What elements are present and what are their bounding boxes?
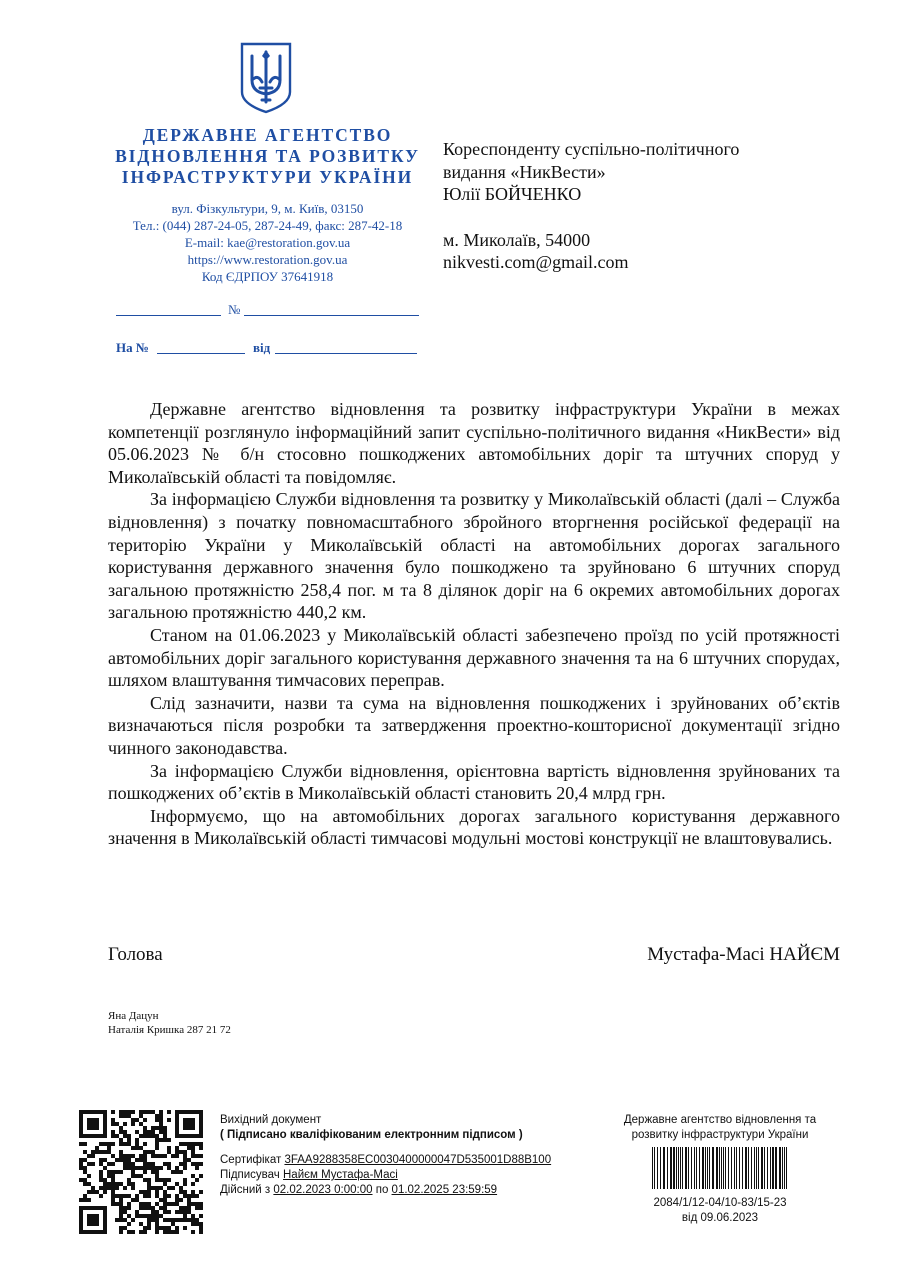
org-name-line: ДЕРЖАВНЕ АГЕНТСТВО — [142, 125, 393, 145]
executor-line: Наталія Кришка 287 21 72 — [108, 1023, 231, 1036]
org-name-line: ІНФРАСТРУКТУРИ УКРАЇНИ — [121, 167, 414, 187]
body-paragraph: Станом на 01.06.2023 у Миколаївській області забезпечено проїзд по усій протяжності автомобільних доріг загального користування державного значення та на 6 штучних спорудах, шляхом влаштування тимчасових переправ. — [108, 624, 840, 691]
registration-date: від 09.06.2023 — [681, 1212, 759, 1224]
certificate-row — [220, 1153, 551, 1168]
signer-name: Мустафа-Масі НАЙЄМ — [647, 944, 840, 965]
trident-icon — [240, 42, 292, 114]
barcode-icon — [650, 1147, 790, 1189]
org-website: https://www.restoration.gov.ua — [187, 252, 348, 267]
signed-note: ( Підписано кваліфікованим електронним підписом ) — [220, 1129, 523, 1141]
agency-line: розвитку інфраструктури України — [631, 1129, 809, 1141]
registration-agency — [605, 1113, 835, 1143]
validity-row — [220, 1183, 551, 1198]
signer-row — [220, 1168, 551, 1183]
in-reply-date-line — [275, 353, 417, 354]
recipient-name: Юлії БОЙЧЕНКО — [443, 184, 582, 204]
executors — [108, 1010, 231, 1037]
outgoing-number-line — [244, 315, 419, 316]
valid-to-value: 01.02.2025 23:59:59 — [391, 1184, 498, 1196]
letter-body — [108, 398, 840, 850]
body-paragraph: Інформуємо, що на автомобільних дорогах загального користування державного значення в Миколаївській області тимчасові модульні мостові конструкції не влаштовувались. — [108, 805, 840, 849]
signer-label: Підписувач — [220, 1169, 280, 1181]
registration-number: 2084/1/12-04/10-83/15-23 — [653, 1197, 787, 1209]
signer-position: Голова — [108, 944, 163, 965]
valid-from-label: Дійсний з — [220, 1184, 271, 1196]
valid-from-value: 02.02.2023 0:00:00 — [273, 1184, 373, 1196]
doc-type: Вихідний документ — [220, 1114, 322, 1126]
valid-to-label: по — [375, 1184, 389, 1196]
body-paragraph: За інформацією Служби відновлення та розвитку у Миколаївській області (далі – Служба відновлення) з початку повномасштабного збройного вторгнення російської федерації на територію України у Миколаївській області на автомобільних дорогах загального користування державного значення було пошкоджено та зруйновано 6 штучних споруд загальною протяжністю 258,4 пог. м та 8 ділянок доріг на 6 окремих автомобільних дорогах загальною протяжністю 440,2 км. — [108, 489, 840, 623]
recipient-block — [443, 138, 863, 274]
registration-number-block — [605, 1196, 835, 1226]
org-address: вул. Фізкультури, 9, м. Київ, 03150 — [171, 201, 364, 216]
signer-value: Найєм Мустафа-Масі — [283, 1169, 398, 1181]
body-paragraph: Слід зазначити, назви та сума на відновлення пошкоджених і зруйнованих об’єктів визначаються після розробки та затвердження проектно-кошторисної документації згідно чинного законодавства. — [108, 692, 840, 758]
e-signature-info — [220, 1113, 551, 1198]
org-name-line: ВІДНОВЛЕННЯ ТА РОЗВИТКУ — [115, 146, 420, 166]
org-name — [100, 125, 435, 188]
recipient-line: видання «НикВести» — [443, 161, 606, 182]
number-sign: № — [228, 302, 241, 317]
in-reply-label: На № — [116, 340, 149, 355]
org-email: E-mail: kae@restoration.gov.ua — [184, 235, 351, 250]
recipient-line: Кореспонденту суспільно-політичного — [443, 139, 740, 159]
qr-code-icon — [79, 1110, 203, 1234]
recipient-email: nikvesti.com@gmail.com — [443, 252, 629, 272]
in-reply-number-line — [157, 353, 245, 354]
body-paragraph: За інформацією Служби відновлення, орієнтовна вартість відновлення зруйнованих та пошкоджених об’єктів в Миколаївській області становить 20,4 млрд грн. — [108, 760, 840, 804]
org-edrpou: Код ЄДРПОУ 37641918 — [201, 269, 334, 284]
agency-line: Державне агентство відновлення та — [623, 1114, 817, 1126]
org-contacts — [100, 200, 435, 285]
from-label: від — [253, 340, 271, 355]
cert-label: Сертифікат — [220, 1154, 282, 1166]
cert-value: 3FAA9288358EC0030400000047D535001D88B100 — [284, 1154, 552, 1166]
org-phones: Тел.: (044) 287-24-05, 287-24-49, факс: 287-42-18 — [132, 218, 403, 233]
outgoing-date-line — [116, 315, 221, 316]
recipient-city: м. Миколаїв, 54000 — [443, 229, 591, 250]
body-paragraph: Державне агентство відновлення та розвитку інфраструктури України в межах компетенції розглянуло інформаційний запит суспільно-політичного видання «НикВести» від 05.06.2023 № б/н стосовно пошкоджених автомобільних доріг та штучних споруд у Миколаївській області та повідомляє. — [108, 399, 840, 487]
executor-line: Яна Дацун — [108, 1010, 159, 1022]
